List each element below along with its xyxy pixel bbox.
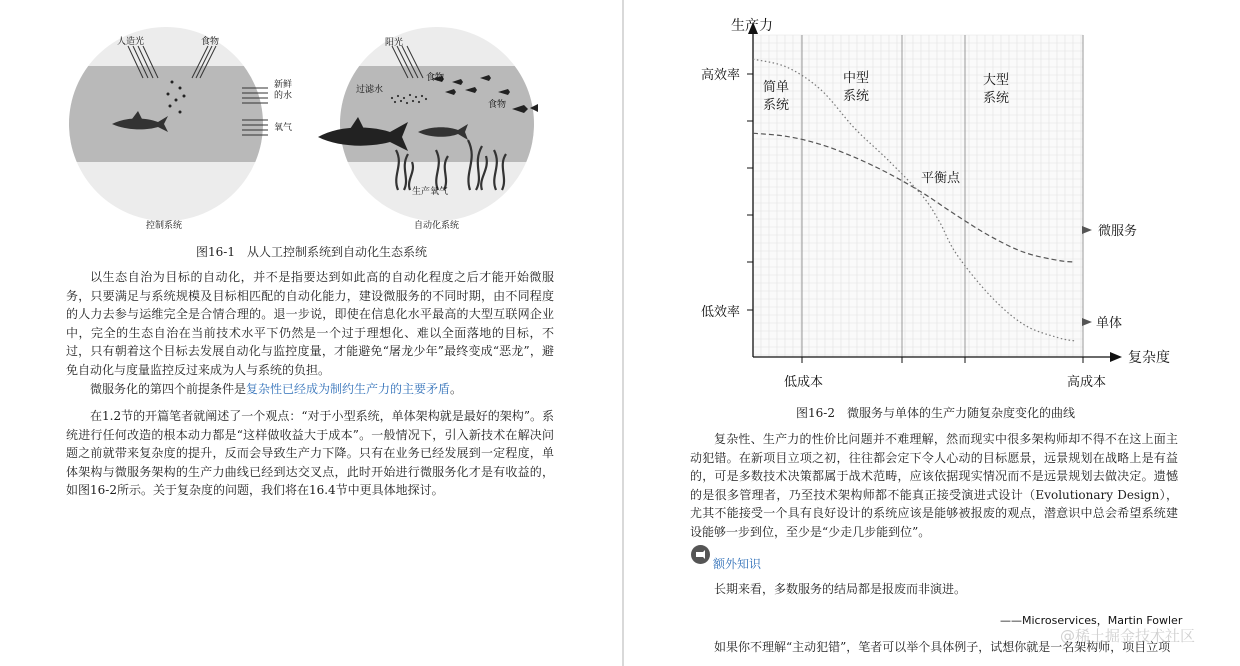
food-label: 食物 (201, 37, 220, 47)
y-tick-label-high: 高效率 (701, 68, 741, 83)
y-tick-label-low: 低效率 (701, 305, 741, 320)
oxygen-label: 氧气 (274, 123, 293, 133)
oxygen-production-label: 生产氧气 (412, 187, 449, 197)
figure-16-2-caption: 图16-2 微服务与单体的生产力随复杂度变化的曲线 (796, 406, 1075, 420)
balance-point-label: 平衡点 (921, 171, 961, 186)
paragraph-active-mistake-text: 如果你不理解“主动犯错”，笔者可以举个具体例子，试想你就是一名架构师，项目立项 (714, 640, 1171, 654)
control-system-caption: 控制系统 (146, 221, 183, 231)
region-simple-line2: 系统 (763, 98, 790, 113)
series-microservice-arrow (1082, 226, 1092, 234)
paragraph-monolith-view-text: 在1.2节的开篇笔者就阐述了一个观点：“对于小型系统，单体架构就是最好的架构”。系统进行任何改造的根本动力都是“这样做收益大于成本”。一般情况下，引入新技术在解决问题之前就带来复杂度的提升，反而会导致生产力下降。只有在业务已经发展到一定程度，单体架构与微服务架构的生产力曲线已经到达交叉点，此时开始进行微服务化才是有收益的，如图16-2所示。关于复杂度的问题，我们将在16.4节中更具体地探讨。 (66, 409, 554, 497)
figure-16-1-caption: 图16-1 从人工控制系统到自动化生态系统 (196, 245, 427, 259)
quote-source: ——Microservices，Martin Fowler (1000, 614, 1183, 627)
y-axis-label: 生产力 (731, 18, 773, 34)
region-medium-line2: 系统 (843, 89, 870, 104)
paragraph-automation-text: 以生态自治为目标的自动化，并不是指要达到如此高的自动化程度之后才能开始微服务，只要满足与系统规模及目标相匹配的自动化能力，建设微服务的不同时期，由不同程度的人力去参与运维完全是合情合理的。退一步说，即使在信息化水平最高的大型互联网企业中，完全的生态自治在当前技术水平下仍然是一个过于理想化、难以全面落地的目标，不过，只有朝着这个目标去发展自动化与监控度量，才能避免“屠龙少年”最终变成“恶龙”，避免自动化与度量监控反过来成为人与系统的负担。 (66, 270, 554, 377)
food-label-1: 食物 (426, 73, 445, 83)
x-axis-arrow (1110, 352, 1122, 362)
region-large-line1: 大型 (983, 73, 1010, 88)
watermark: @稀土掘金技术社区 (1060, 627, 1196, 645)
region-simple-line1: 简单 (763, 80, 790, 95)
automation-system-caption: 自动化系统 (414, 221, 460, 231)
paragraph-fourth-condition-text: 微服务化的第四个前提条件是复杂性已经成为制约生产力的主要矛盾。 (90, 382, 463, 396)
paragraph-automation (66, 268, 554, 379)
paragraph-monolith-view (66, 407, 554, 500)
region-large-line2: 系统 (983, 91, 1010, 106)
sunlight-label: 阳光 (385, 38, 404, 48)
quote-text (714, 580, 1178, 599)
quote-text-content: 长期来看，多数服务的结局都是报废而非演进。 (714, 582, 967, 596)
extra-knowledge-title: 额外知识 (713, 557, 762, 571)
legend-microservice: 微服务 (1098, 224, 1138, 239)
artificial-light-label: 人造光 (117, 37, 145, 47)
x-tick-label-high-cost: 高成本 (1067, 375, 1107, 390)
region-medium-line1: 中型 (843, 71, 870, 86)
complexity-link[interactable]: 复杂性已经成为制约生产力的主要矛盾 (246, 382, 451, 396)
series-monolith-arrow (1082, 318, 1092, 326)
fresh-water-label: 新鲜的水 (274, 80, 293, 101)
paragraph-complexity-tradeoff-text: 复杂性、生产力的性价比问题并不难理解，然而现实中很多架构师却不得不在这上面主动犯错。在新项目立项之初，往往都会定下令人心动的目标愿景，远景规划在战略上是有益的，可是多数技术决策都属于战术范畴，应该依据现实情况而不是远景规划去做决定。遗憾的是很多管理者，乃至技术架构师都不能真正接受演进式设计（Evolutionary Design），尤其不能接受一个具有良好设计的系统应该是能够被报废的观点，潜意识中总会希望系统建设能够一步到位，至少是“少走几步能到位”。 (690, 432, 1178, 539)
x-axis-label: 复杂度 (1128, 350, 1170, 366)
productivity-chart (624, 0, 1240, 400)
paragraph-complexity-tradeoff (690, 430, 1178, 541)
figure-16-1-illustration (0, 0, 622, 240)
right-page (624, 0, 1240, 666)
food-label-2: 食物 (488, 100, 507, 110)
filtered-water-label: 过滤水 (356, 85, 384, 95)
figure-16-1 (0, 0, 622, 240)
legend-monolith: 单体 (1096, 316, 1123, 331)
x-tick-label-low-cost: 低成本 (784, 375, 824, 390)
knowledge-icon (691, 545, 710, 564)
paragraph-fourth-condition (66, 380, 554, 399)
